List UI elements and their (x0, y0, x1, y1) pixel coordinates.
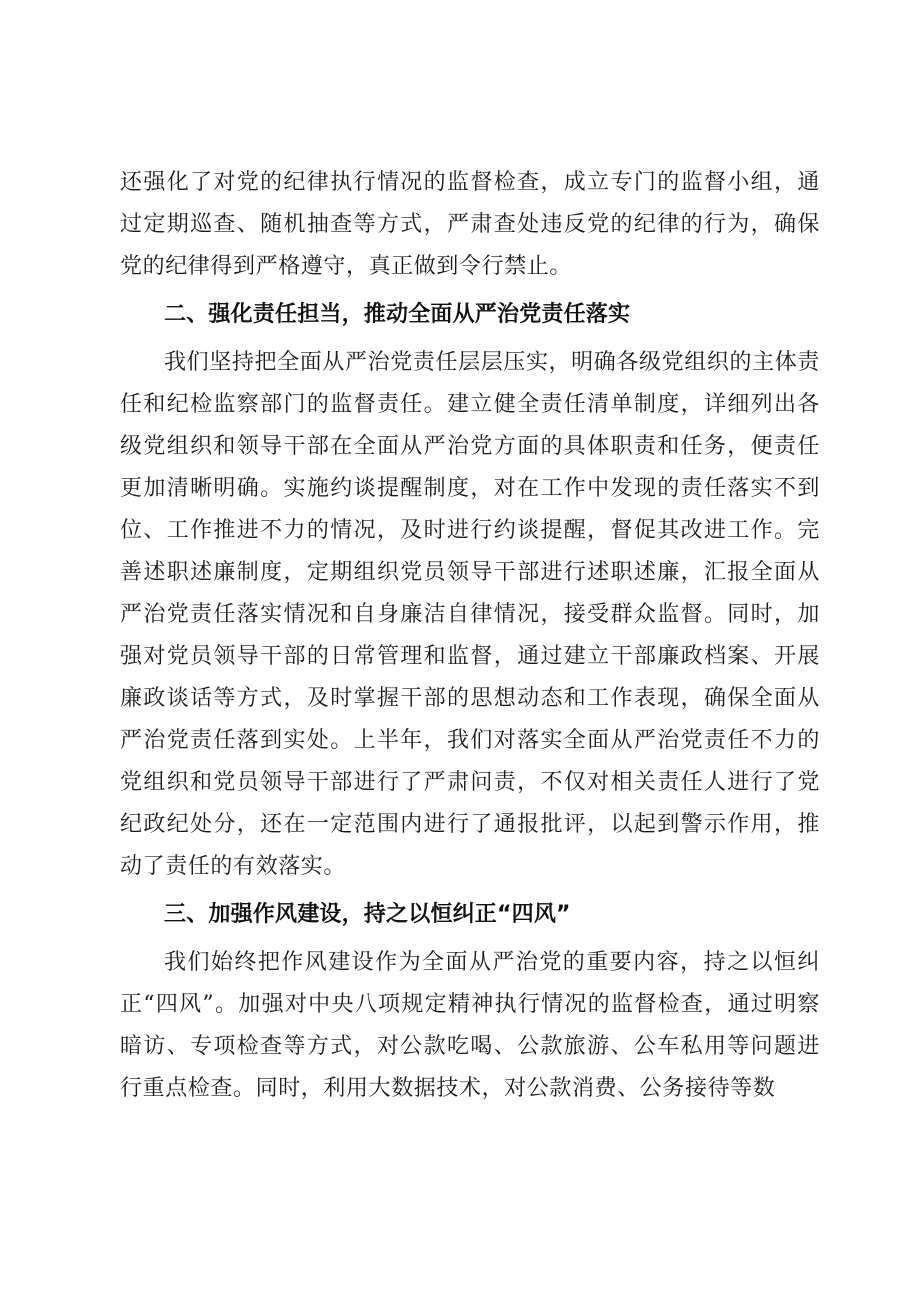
paragraph-continued: 还强化了对党的纪律执行情况的监督检查，成立专门的监督小组，通过定期巡查、随机抽查等方式，严肃查处违反党的纪律的行为，确保党的纪律得到严格遵守，真正做到令行禁止。 (120, 170, 820, 279)
document-content (120, 162, 820, 1110)
section-2-paragraph: 我们坚持把全面从严治党责任层层压实，明确各级党组织的主体责任和纪检监察部门的监督责任。建立健全责任清单制度，详细列出各级党组织和领导干部在全面从严治党方面的具体职责和任务，便责任更加清晰明确。实施约谈提醒制度，对在工作中发现的责任落实不到位、工作推进不力的情况，及时进行约谈提醒，督促其改进工作。完善述职述廉制度，定期组织党员领导干部进行述职述廉，汇报全面从严治党责任落实情况和自身廉洁自律情况，接受群众监督。同时，加强对党员领导干部的日常管理和监督，通过建立干部廉政档案、开展廉政谈话等方式，及时掌握干部的思想动态和工作表现，确保全面从严治党责任落到实处。上半年，我们对落实全面从严治党责任不力的党组织和党员领导干部进行了严肃问责，不仅对相关责任人进行了党纪政纪处分，还在一定范围内进行了通报批评，以起到警示作用，推动了责任的有效落实。 (120, 350, 820, 879)
section-2-heading: 二、强化责任担当，推动全面从严治党责任落实 (164, 302, 631, 327)
section-3-paragraph: 我们始终把作风建设作为全面从严治党的重要内容，持之以恒纠正“四风”。加强对中央八项规定精神执行情况的监督检查，通过明察暗访、专项检查等方式，对公款吃喝、公款旅游、公车私用等问题进行重点检查。同时，利用大数据技术，对公款消费、公务接待等数 (120, 950, 820, 1101)
section-3-heading: 三、加强作风建设，持之以恒纠正“四风” (164, 902, 571, 927)
